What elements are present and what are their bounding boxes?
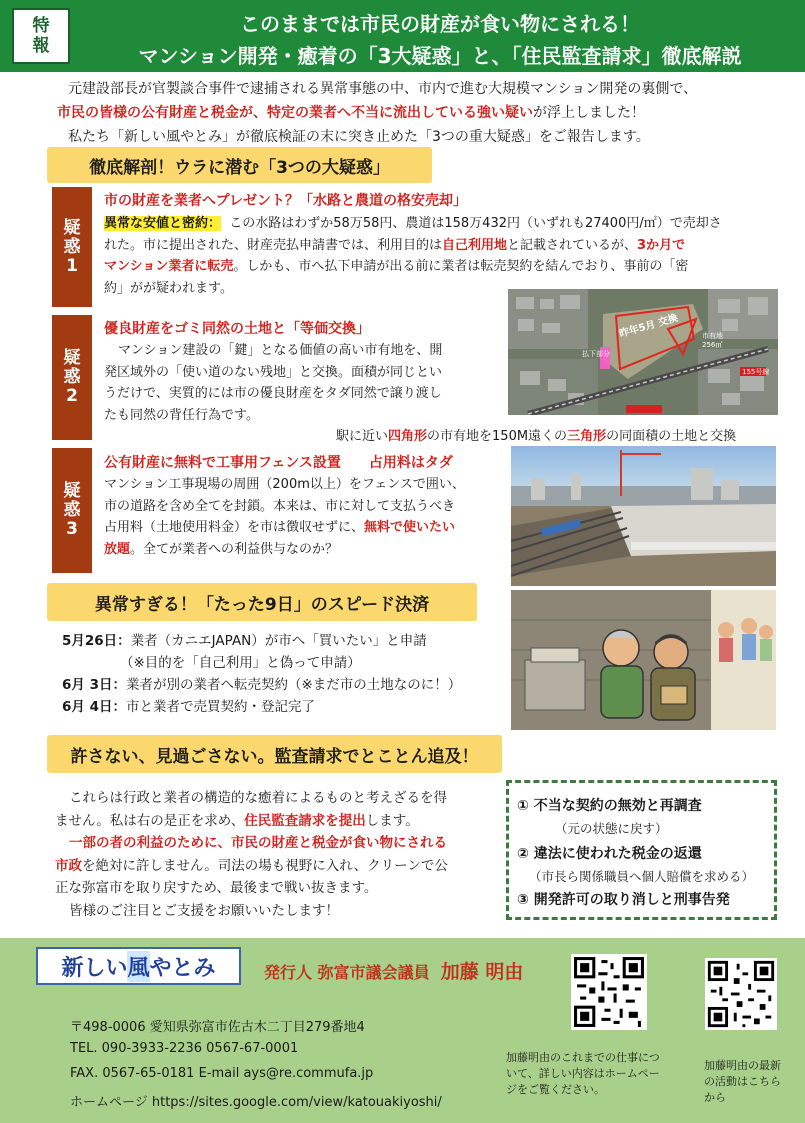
demand-3: ③ 開発許可の取り消しと刑事告発 [517, 892, 730, 908]
land-exchange-caption [336, 425, 736, 444]
audit-line-1: これらは行政と業者の構造的な癒着によるものと考えざるを得 [69, 790, 447, 806]
suspicion-2-tab [52, 315, 92, 440]
suspicion-1-tab-char-1: 疑 [63, 217, 81, 238]
qr-code-activities[interactable] [705, 958, 777, 1030]
suspicion-3-red-2: 放題 [104, 541, 131, 557]
suspicion-1-red-3: マンション業者に転売 [104, 259, 234, 274]
intro-line-1: 元建設部長が官製談合事件で逮捕される異常事態の中、市内で進む大規模マンション開発の裏側で、 [68, 81, 698, 97]
suspicion-1-red-1: 自己利用地 [442, 237, 508, 253]
aerial-map-graphic [508, 289, 778, 415]
logo-text-wind: 風 [127, 951, 149, 982]
audit-line-2 [55, 810, 495, 833]
qr-code-icon [705, 958, 777, 1030]
suspicion-3-body-line-3 [104, 517, 504, 539]
suspicion-1-tab-num: 1 [66, 255, 78, 276]
qr-homepage-note: 加藤明由のこれまでの仕事について、詳しい内容はホームページをご覧ください。 [506, 1051, 660, 1096]
badge-char-2: 報 [32, 36, 50, 56]
homepage-link[interactable]: ホームページ https://sites.google.com/view/katouakiyoshi/ [70, 1095, 442, 1110]
logo-text-2: やとみ [149, 955, 216, 981]
caption-square: 四角形 [388, 429, 428, 444]
suspicion-1-text-1: この水路はわずか58万58円、農道は158万432円（いずれも27400円/㎡）で売却さ [229, 216, 722, 231]
suspicion-3-tab-num: 3 [66, 519, 78, 539]
badge-char-1: 特 [32, 16, 50, 36]
audit-text-4: を絶対に許しません。司法の場も視野に入れ、クリーンで公 [82, 857, 448, 874]
suspicion-1-body-line-1 [104, 213, 784, 235]
construction-photo-graphic [511, 446, 776, 586]
suspicion-3-body-line-4 [104, 539, 504, 561]
suspicion-2-body-line-3: うだけで、実質的には市の優良財産をタダ同然で譲り渡し [104, 386, 442, 401]
aerial-land-exchange-photo [508, 289, 778, 415]
demand-2: ② 違法に使われた税金の返還 [517, 846, 702, 862]
suspicion-1-body-line-4: 約」がが疑われます。 [104, 280, 233, 296]
suspicion-2-title: 優良財産をゴミ同然の土地と「等価交換」 [104, 321, 370, 337]
suspicion-1-text-2b: と記載されているが、 [507, 237, 638, 253]
map-label-area: 256㎡ [702, 341, 723, 349]
timeline-date: 5月26日： [62, 633, 131, 649]
intro-emphasis: 市民の皆様の公有財産と税金が、特定の業者へ不当に流出している強い疑い [57, 105, 533, 121]
suspicion-2-body-line-4: たも同然の背任行為です。 [104, 407, 259, 423]
section-banner-suspicions: 徹底解剖！ウラに潜む「3つの大疑惑」 [47, 147, 432, 183]
suspicion-2-body-line-2: 発区域外の「使い道のない残地」と交換。面積が同じとい [104, 364, 443, 380]
audit-line-6: 皆様のご注目とご支援をお願いいたします！ [69, 902, 339, 919]
timeline-text: 業者が別の業者へ転売契約（※まだ市の土地なのに！） [126, 677, 462, 693]
timeline-row [62, 696, 461, 718]
suspicion-3-body-line-1: マンション工事現場の周囲（200m以上）をフェンスで囲い、 [104, 477, 465, 492]
suspicion-3-tab [52, 448, 92, 573]
suspicion-1-body-line-2 [104, 235, 784, 257]
audit-request-body [55, 787, 495, 922]
caption-part-3: の同面積の土地と交換 [606, 429, 737, 444]
suspicion-1-title: 市の財産を業者へプレゼント？「水路と農道の格安売却」 [104, 193, 468, 209]
demand-1-note: （元の状態に戻す） [555, 821, 668, 836]
suspicion-1-tab [52, 187, 92, 307]
suspicion-2-body [104, 340, 504, 426]
suspicion-2-tab-num: 2 [66, 386, 78, 406]
demands-box [506, 780, 777, 920]
map-label-route: 155号線 [742, 368, 770, 376]
intro-line-2 [57, 103, 787, 124]
intro-line-3: 私たち「新しい風やとみ」が徹底検証の末に突き止めた「3つの重大疑惑」をご報告します。 [68, 129, 650, 145]
logo-text-1: 新しい [61, 955, 128, 981]
suspicion-2-body-line-1: マンション建設の「鍵」となる価値の高い市有地を、開 [118, 343, 443, 358]
suspicion-3-tab-char-1: 疑 [63, 481, 81, 501]
demand-2-note: （市長ら関係職員へ個人賠償を求める） [529, 869, 755, 884]
construction-site-photo [511, 446, 776, 586]
timeline-text: 業者（カニエJAPAN）が市へ「買いたい」と申請 [130, 633, 427, 649]
audit-text-2: ません。私は右の是正を求め、 [55, 812, 245, 829]
publisher-name: 加藤 明由 [440, 961, 524, 983]
audit-text-2b: します。 [365, 812, 419, 829]
suspicion-3-body-line-2: 市の道路を含め全てを封鎖。本来は、市に対して支払うべき [104, 498, 456, 514]
suspicion-3-body [104, 474, 504, 560]
audit-red-1: 住民監査請求を提出 [244, 812, 366, 829]
qr-activities-note: 加藤明由の最新の活動はこちらから [704, 1059, 781, 1104]
demand-1: ① 不当な契約の無効と再調査 [517, 798, 702, 814]
suspicion-3-text-3: 占用料（土地使用料金）を市は徴収せずに、 [104, 520, 365, 535]
suspicion-3-text-4: 。全てが業者への利益供与なのか？ [130, 541, 339, 557]
telephone: TEL. 090-3933-2236 0567-67-0001 [70, 1041, 299, 1056]
collusion-illustration [511, 590, 776, 730]
map-label-city-land: 市有地 [702, 332, 723, 340]
suspicion-1-tab-char-2: 惑 [63, 236, 81, 257]
collusion-illustration-graphic [511, 590, 776, 730]
caption-part-1: 駅に近い [336, 429, 389, 444]
audit-line-3: 一部の者の利益のために、市民の財産と税金が食い物にされる [69, 835, 447, 851]
audit-line-4 [55, 855, 495, 878]
suspicion-3-title: 公有財産に無料で工事用フェンス設置 占用料はタダ [104, 455, 453, 471]
fax-email[interactable]: FAX. 0567-65-0181 E-mail ays@re.commufa.jp [70, 1066, 374, 1081]
section-banner-speed: 異常すぎる！「たった9日」のスピード決済 [47, 583, 477, 621]
timeline-list [62, 630, 461, 718]
timeline-row [62, 674, 461, 696]
suspicion-2-tab-char-1: 疑 [63, 348, 81, 368]
suspicion-2-tab-char-2: 惑 [63, 367, 81, 387]
publisher-line [264, 957, 523, 984]
special-report-badge [12, 8, 70, 64]
timeline-row [62, 652, 461, 674]
map-label-sold-portion: 払下部分 [582, 350, 610, 358]
suspicion-1-text-2a: れた。市に提出された、財産売払申請書では、利用目的は [104, 237, 443, 253]
audit-line-5: 正な弥富市を取り戻すため、最後まで戦い抜きます。 [55, 880, 378, 896]
qr-code-icon [571, 954, 647, 1030]
timeline-row [62, 630, 461, 652]
suspicion-3-red-1: 無料で使いたい [364, 520, 456, 535]
qr-code-homepage[interactable] [571, 954, 647, 1030]
timeline-date: 6月 3日： [62, 677, 126, 693]
suspicion-3-tab-char-2: 惑 [63, 500, 81, 520]
audit-red-2: 市政 [55, 857, 82, 874]
timeline-date: 6月 4日： [62, 699, 126, 715]
suspicion-1-body-line-3 [104, 256, 784, 278]
section-banner-audit: 許さない、見過ごさない。監査請求でとことん追及！ [47, 735, 502, 773]
intro-line-2-rest: が浮上しました！ [533, 105, 645, 121]
headline-line-2: マンション開発・癒着の「3大疑惑」と、「住民監査請求」徹底解説 [138, 44, 742, 68]
address: 〒498-0006 愛知県弥富市佐古木二丁目279番地4 [70, 1020, 365, 1035]
suspicion-1-red-2: 3か月で [637, 237, 686, 253]
timeline-text: （※目的を「自己利用」と偽って申請） [120, 655, 361, 671]
timeline-text: 市と業者で売買契約・登記完了 [126, 699, 315, 715]
headline-line-1: このままでは市民の財産が食い物にされる！ [240, 12, 640, 36]
suspicion-1-body [104, 213, 784, 299]
suspicion-1-highlight: 異常な安値と密約： [104, 216, 222, 231]
publisher-label: 発行人 弥富市議会議員 [264, 963, 430, 982]
caption-triangle: 三角形 [567, 429, 607, 444]
caption-part-2: の市有地を150M遠くの [427, 429, 568, 444]
group-logo [36, 947, 241, 985]
map-label-exchange: 昨年5月 交換 [618, 312, 680, 341]
suspicion-1-text-3: 。しかも、市へ払下申請が出る前に業者は転売契約を結んでおり、事前の「密 [233, 259, 689, 274]
